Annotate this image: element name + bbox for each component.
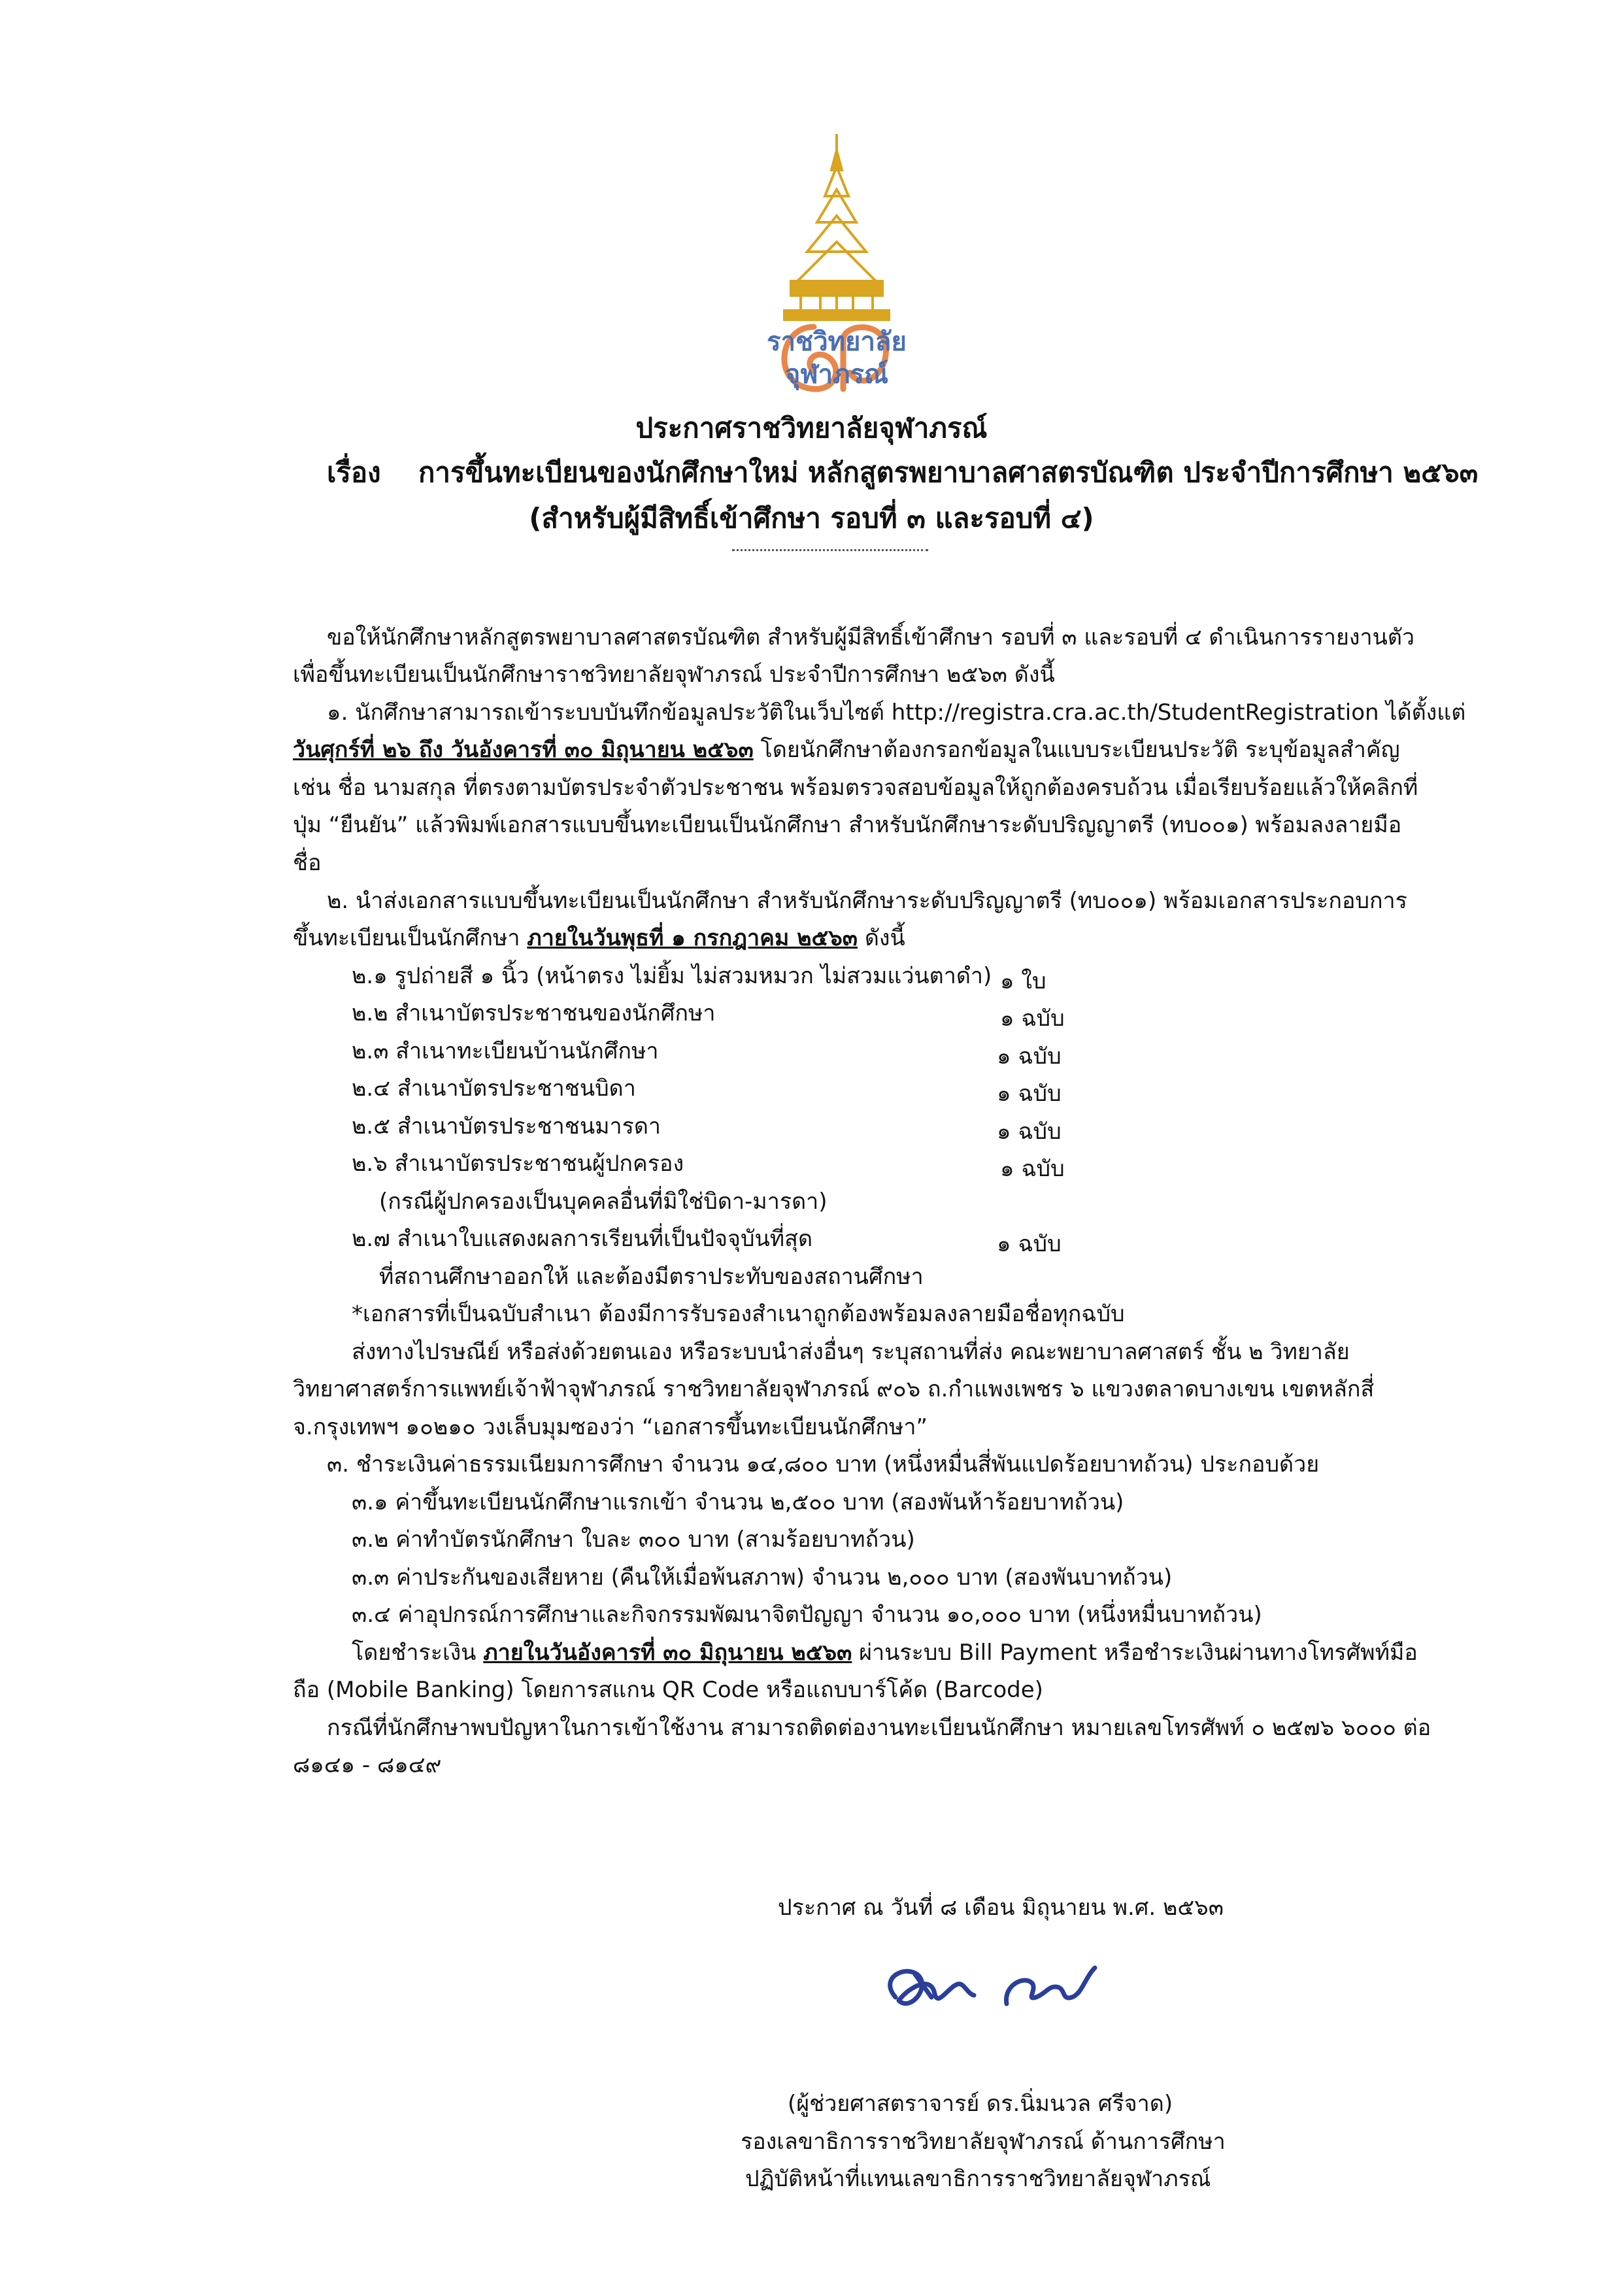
logo-text-line2: จุฬาภรณ์ [784, 360, 889, 390]
signer-position1: รองเลขาธิการราชวิทยาลัยจุฬาภรณ์ ด้านการศึกษา [741, 2129, 1226, 2155]
payment-line1 [352, 1640, 1418, 1666]
submission-deadline: ภายในวันพุธที่ ๑ กรกฎาคม ๒๕๖๓ [527, 925, 858, 951]
item1-line2 [293, 737, 1400, 763]
subject-line2: (สำหรับผู้มีสิทธิ์เข้าศึกษา รอบที่ ๓ และรอบที่ ๔) [529, 502, 1094, 534]
announcement-title: ประกาศราชวิทยาลัยจุฬาภรณ์ [635, 412, 988, 444]
signer-name: (ผู้ช่วยศาสตราจารย์ ดร.นิ่มนวล ศรีจาด) [788, 2091, 1173, 2117]
item2-line2-post: ดังนี้ [858, 925, 905, 951]
doc-item-qty: ๑ ฉบับ [997, 1119, 1062, 1145]
intro-line1: ขอให้นักศึกษาหลักสูตรพยาบาลศาสตรบัณฑิต สำหรับผู้มีสิทธิ์เข้าศึกษา รอบที่ ๓ และรอบที่ ๔ ดำเนินการรายงานตัว [327, 624, 1414, 650]
item2-line2 [293, 925, 905, 951]
fee-item: ๓.๑ ค่าขึ้นทะเบียนนักศึกษาแรกเข้า จำนวน ๒,๕๐๐ บาท (สองพันห้าร้อยบาทถ้วน) [352, 1489, 1124, 1515]
doc-item-label: ๒.๗ สำเนาใบแสดงผลการเรียนที่เป็นปัจจุบันที่สุด [352, 1226, 813, 1252]
intro-line2: เพื่อขึ้นทะเบียนเป็นนักศึกษาราชวิทยาลัยจุฬาภรณ์ ประจำปีการศึกษา ๒๕๖๓ ดังนี้ [293, 662, 1055, 688]
fee-item: ๓.๔ ค่าอุปกรณ์การศึกษาและกิจกรรมพัฒนาจิตปัญญา จำนวน ๑๐,๐๐๐ บาท (หนึ่งหมื่นบาทถ้วน) [352, 1602, 1262, 1628]
doc-item-label: ๒.๖ สำเนาบัตรประชาชนผู้ปกครอง [352, 1151, 684, 1177]
contact-line1: กรณีที่นักศึกษาพบปัญหาในการเข้าใช้งาน สามารถติดต่องานทะเบียนนักศึกษา หมายเลขโทรศัพท์ ๐ ๒๕๗๖ ๖๐๐๐ ต่อ [327, 1715, 1431, 1741]
doc-item-label: ๒.๕ สำเนาบัตรประชาชนมารดา [352, 1113, 661, 1140]
logo-text-line1: ราชวิทยาลัย [767, 327, 907, 357]
delivery-line3: จ.กรุงเทพฯ ๑๐๒๑๐ วงเล็บมุมซองว่า “เอกสารขึ้นทะเบียนนักศึกษา” [293, 1414, 928, 1440]
doc-item-qty: ๑ ฉบับ [1000, 1156, 1065, 1182]
doc-item-label: ๒.๑ รูปถ่ายสี ๑ นิ้ว (หน้าตรง ไม่ยิ้ม ไม่สวมหมวก ไม่สวมแว่นตาดำ) [352, 963, 992, 989]
fee-item: ๓.๒ ค่าทำบัตรนักศึกษา ใบละ ๓๐๐ บาท (สามร้อยบาทถ้วน) [352, 1527, 915, 1553]
doc-item-qty: ๑ ใบ [1000, 968, 1046, 994]
doc-item-qty: ๑ ฉบับ [997, 1231, 1062, 1257]
delivery-line2: วิทยาศาสตร์การแพทย์เจ้าฟ้าจุฬาภรณ์ ราชวิทยาลัยจุฬาภรณ์ ๙๐๖ ถ.กำแพงเพชร ๖ แขวงตลาดบางเขน เขตหลักสี่ [293, 1376, 1375, 1402]
item1-line4: ปุ่ม “ยืนยัน” แล้วพิมพ์เอกสารแบบขึ้นทะเบียนเป็นนักศึกษา สำหรับนักศึกษาระดับปริญญาตรี (ทบ๐๐๑) พร้อมลงลายมือ [293, 812, 1402, 838]
payment-pre: โดยชำระเงิน [352, 1640, 484, 1666]
payment-deadline: ภายในวันอังคารที่ ๓๐ มิถุนายน ๒๕๖๓ [483, 1640, 852, 1666]
item1-line2-rest: โดยนักศึกษาต้องกรอกข้อมูลในแบบระเบียนประวัติ ระบุข้อมูลสำคัญ [753, 737, 1400, 763]
announcement-date: ประกาศ ณ วันที่ ๘ เดือน มิถุนายน พ.ศ. ๒๕๖๓ [778, 1895, 1224, 1921]
item2-line2-pre: ขึ้นทะเบียนเป็นนักศึกษา [293, 925, 527, 951]
contact-line2: ๘๑๔๑ - ๘๑๔๙ [293, 1752, 442, 1778]
registration-period: วันศุกร์ที่ ๒๖ ถึง วันอังคารที่ ๓๐ มิถุนายน ๒๕๖๓ [293, 737, 754, 763]
item1-line1: ๑. นักศึกษาสามารถเข้าระบบบันทึกข้อมูลประวัติในเว็บไซต์ http://registra.cra.ac.th/StudentRegistration ได้ตั้งแต่ [327, 700, 1466, 726]
certified-copy-note: *เอกสารที่เป็นฉบับสำเนา ต้องมีการรับรองสำเนาถูกต้องพร้อมลงลายมือชื่อทุกฉบับ [352, 1301, 1125, 1327]
doc-item-qty: ๑ ฉบับ [997, 1043, 1062, 1070]
item1-line5: ชื่อ [293, 850, 322, 876]
payment-post: ผ่านระบบ Bill Payment หรือชำระเงินผ่านทางโทรศัพท์มือ [852, 1640, 1418, 1666]
doc7-note: ที่สถานศึกษาออกให้ และต้องมีตราประทับของสถานศึกษา [379, 1264, 924, 1290]
signature-icon [869, 1948, 1118, 2027]
subject-label: เรื่อง [327, 456, 381, 488]
dotted-divider [732, 549, 928, 551]
signer-position2: ปฏิบัติหน้าที่แทนเลขาธิการราชวิทยาลัยจุฬาภรณ์ [745, 2166, 1211, 2192]
doc6-note: (กรณีผู้ปกครองเป็นบุคคลอื่นที่มิใช่บิดา-มารดา) [379, 1189, 828, 1215]
item1-line3: เช่น ชื่อ นามสกุล ที่ตรงตามบัตรประจำตัวประชาชน พร้อมตรวจสอบข้อมูลให้ถูกต้องครบถ้วน เมื่อเรียบร้อยแล้วให้คลิกที่ [293, 775, 1418, 801]
item3-line: ๓. ชำระเงินค่าธรรมเนียมการศึกษา จำนวน ๑๔,๘๐๐ บาท (หนึ่งหมื่นสี่พันแปดร้อยบาทถ้วน) ประกอบด้วย [327, 1451, 1320, 1477]
doc-item-label: ๒.๒ สำเนาบัตรประชาชนของนักศึกษา [352, 1000, 716, 1026]
doc-item-label: ๒.๓ สำเนาทะเบียนบ้านนักศึกษา [352, 1038, 659, 1064]
doc-item-qty: ๑ ฉบับ [997, 1081, 1062, 1107]
doc-item-qty: ๑ ฉบับ [1000, 1005, 1065, 1032]
fee-item: ๓.๓ ค่าประกันของเสียหาย (คืนให้เมื่อพ้นสภาพ) จำนวน ๒,๐๐๐ บาท (สองพันบาทถ้วน) [352, 1564, 1173, 1591]
payment-line2: ถือ (Mobile Banking) โดยการสแกน QR Code หรือแถบบาร์โค้ด (Barcode) [293, 1677, 1043, 1703]
delivery-line1: ส่งทางไปรษณีย์ หรือส่งด้วยตนเอง หรือระบบนำส่งอื่นๆ ระบุสถานที่ส่ง คณะพยาบาลศาสตร์ ชั้น ๒ วิทยาลัย [352, 1339, 1350, 1365]
subject-line1: การขึ้นทะเบียนของนักศึกษาใหม่ หลักสูตรพยาบาลศาสตรบัณฑิต ประจำปีการศึกษา ๒๕๖๓ [418, 456, 1479, 488]
item2-line1: ๒. นำส่งเอกสารแบบขึ้นทะเบียนเป็นนักศึกษา สำหรับนักศึกษาระดับปริญญาตรี (ทบ๐๐๑) พร้อมเอกสารประกอบการ [327, 888, 1407, 914]
doc-item-label: ๒.๔ สำเนาบัตรประชาชนบิดา [352, 1075, 636, 1102]
